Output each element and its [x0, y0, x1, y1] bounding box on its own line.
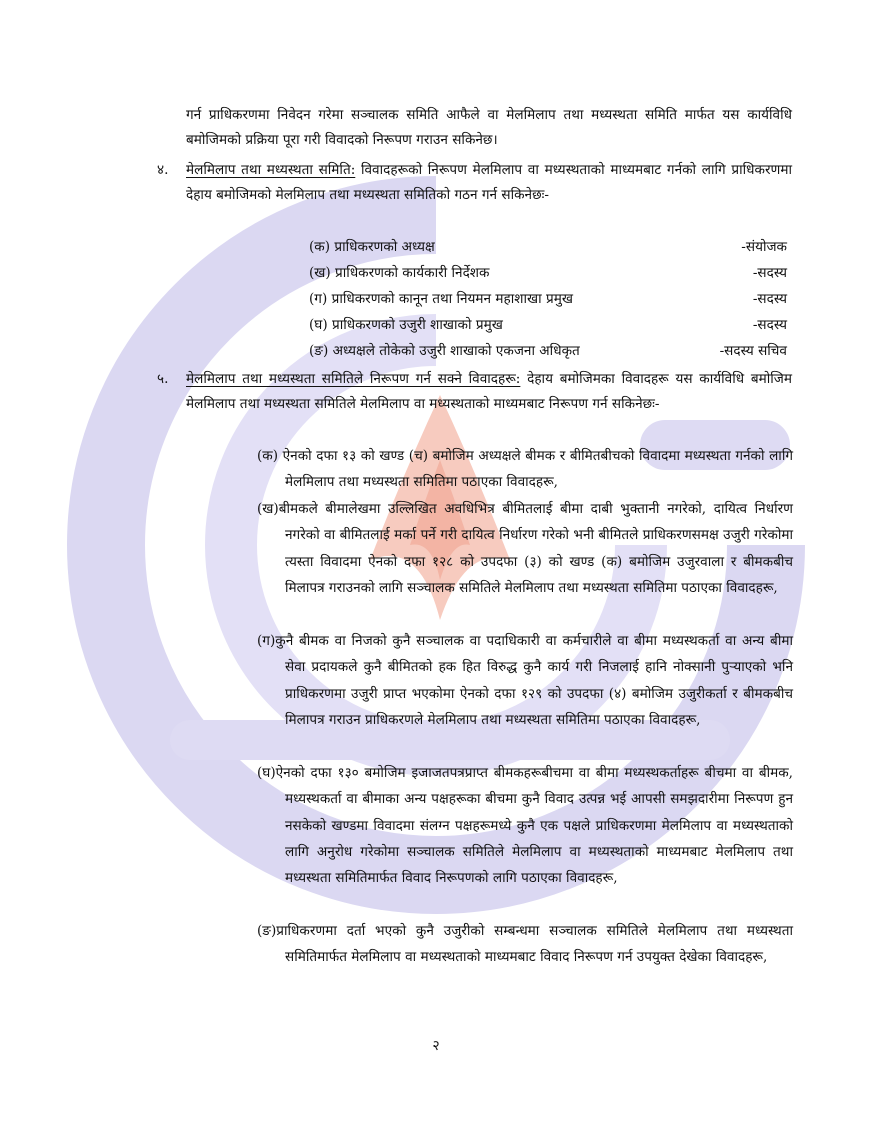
member-role: -सदस्य [752, 317, 787, 333]
member-role: -सदस्य सचिव [719, 343, 787, 359]
member-label: (ङ) अध्यक्षले तोकेको उजुरी शाखाको एकजना अधिकृत [309, 343, 580, 359]
list-item: (क) ऐनको दफा १३ को खण्ड (च) बमोजिम अध्यक्षले बीमक र बीमितबीचको विवादमा मध्यस्थता गर्नको लागि मेलमिलाप तथा मध्यस्थता समितिमा पठाएका विवादहरू, [257, 448, 793, 491]
section-5-heading: मेलमिलाप तथा मध्यस्थता समितिले निरूपण गर्न सक्ने विवादहरू: [186, 371, 521, 387]
member-row [309, 235, 787, 260]
list-item: (ङ)प्राधिकरणमा दर्ता भएको कुनै उजुरीको सम्बन्धमा सञ्चालक समितिले मेलमिलाप तथा मध्यस्थता समितिमार्फत मेलमिलाप वा मध्यस्थताको माध्यमबाट विवाद निरूपण गर्न उपयुक्त देखेका विवादहरू, [257, 923, 793, 966]
list-item: (ग)कुनै बीमक वा निजको कुनै सञ्चालक वा पदाधिकारी वा कर्मचारीले वा बीमा मध्यस्थकर्ता वा अन्य बीमा सेवा प्रदायकले कुनै बीमितको हक हित विरुद्ध कुनै कार्य गरी निजलाई हानि नोक्सानी पुऱ्याएको भनि प्राधिकरणमा उजुरी प्राप्त भएकोमा ऐनको दफा १२९ को उपदफा (४) बमोजिम उजुरीकर्ता र बीमकबीच मिलापत्र गराउन प्राधिकरणले मेलमिलाप तथा मध्यस्थता समितिमा पठाएका विवादहरू, [257, 633, 793, 728]
member-label: (क) प्राधिकरणको अध्यक्ष [309, 239, 435, 255]
member-role: -सदस्य [752, 291, 787, 307]
member-role: -संयोजक [741, 239, 787, 255]
member-label: (घ) प्राधिकरणको उजुरी शाखाको प्रमुख [309, 317, 503, 333]
intro-paragraph: गर्न प्राधिकरणमा निवेदन गरेमा सञ्चालक समिति आफैले वा मेलमिलाप तथा मध्यस्थता समिति मार्फत यस कार्यविधि बमोजिमको प्रक्रिया पूरा गरी विवादको निरूपण गराउन सकिनेछ। [186, 107, 792, 149]
member-row [309, 287, 787, 312]
member-label: (ग) प्राधिकरणको कानून तथा नियमन महाशाखा प्रमुख [309, 291, 573, 307]
member-role: -सदस्य [752, 265, 787, 281]
section-4-text: विवादहरूको निरूपण मेलमिलाप वा मध्यस्थताको माध्यमबाट गर्नको लागि प्राधिकरणमा देहाय बमोजिमको मेलमिलाप तथा मध्यस्थता समितिको गठन गर्न सकिनेछः- [186, 162, 792, 204]
section-4-paragraph [186, 158, 792, 208]
section-5-number: ५. [157, 371, 169, 387]
list-item: (ख)बीमकले बीमालेखमा उल्लिखित अवधिभित्र बीमितलाई बीमा दाबी भुक्तानी नगरेको, दायित्व निर्धारण नगरेको वा बीमितलाई मर्का पर्ने गरी दायित्व निर्धारण गरेको भनी बीमितले प्राधिकरणसमक्ष उजुरी गरेकोमा त्यस्ता विवादमा ऐनको दफा १२८ को उपदफा (३) को खण्ड (क) बमोजिम उजुरवाला र बीमकबीच मिलापत्र गराउनको लागि सञ्चालक समितिले मेलमिलाप तथा मध्यस्थता समितिमा पठाएका विवादहरू, [257, 501, 793, 596]
section-5-paragraph [186, 367, 792, 417]
member-row [309, 261, 787, 286]
list-item: (घ)ऐनको दफा १३० बमोजिम इजाजतपत्रप्राप्त बीमकहरूबीचमा वा बीमा मध्यस्थकर्ताहरू बीचमा वा बीमक, मध्यस्थकर्ता वा बीमाका अन्य पक्षहरूका बीचमा कुनै विवाद उत्पन्न भई आपसी समझदारीमा निरूपण हुन नसकेको खण्डमा विवादमा संलग्न पक्षहरूमध्ये कुनै एक पक्षले प्राधिकरणमा मेलमिलाप वा मध्यस्थताको लागि अनुरोध गरेकोमा सञ्चालक समितिले मेलमिलाप वा मध्यस्थताको माध्यमबाट मेलमिलाप तथा मध्यस्थता समितिमार्फत विवाद निरूपणको लागि पठाएका विवादहरू, [257, 765, 793, 887]
member-row [309, 313, 787, 338]
page-number: २ [432, 1038, 440, 1054]
section-5-text: देहाय बमोजिमका विवादहरू यस कार्यविधि बमोजिम मेलमिलाप तथा मध्यस्थता समितिले मेलमिलाप वा मध्यस्थताको माध्यमबाट निरूपण गर्न सकिनेछः- [186, 371, 793, 413]
member-row [309, 339, 787, 364]
section-4-number: ४. [157, 162, 169, 178]
section-4-heading: मेलमिलाप तथा मध्यस्थता समिति: [186, 162, 356, 178]
member-label: (ख) प्राधिकरणको कार्यकारी निर्देशक [309, 265, 490, 281]
